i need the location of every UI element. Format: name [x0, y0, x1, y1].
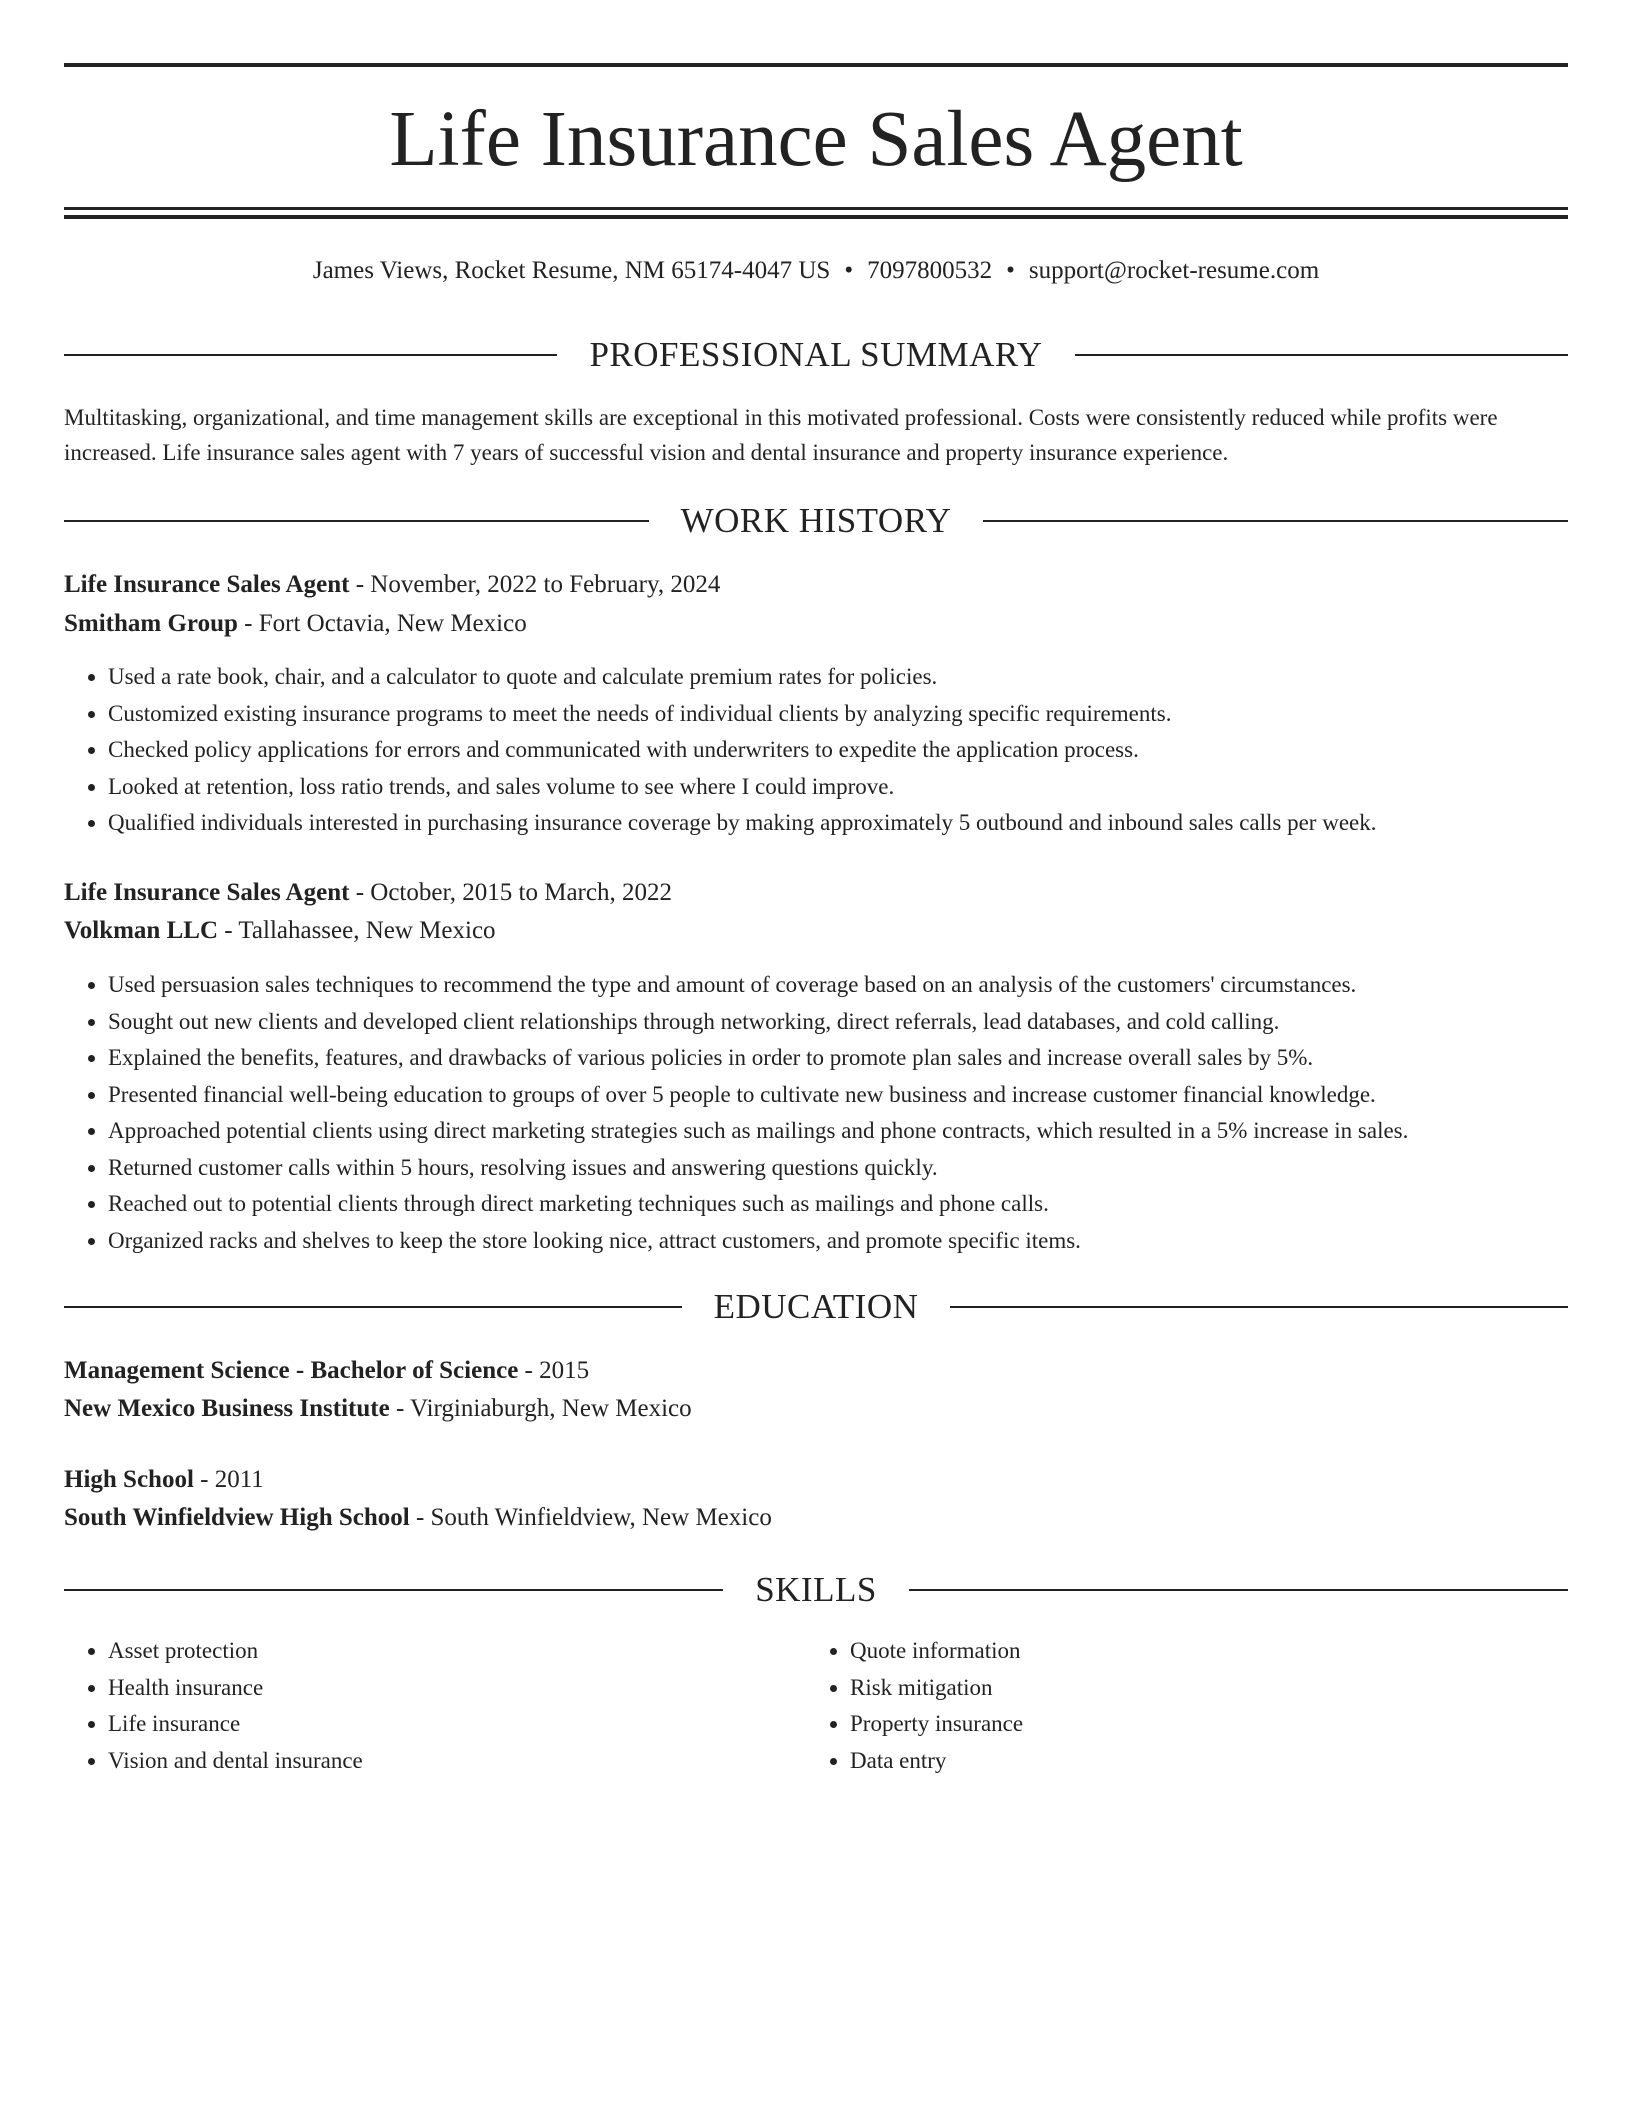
job-location: - Fort Octavia, New Mexico: [237, 610, 527, 637]
job-title-line: [64, 568, 1568, 602]
resume-title: Life Insurance Sales Agent: [389, 96, 1243, 183]
list-item: • Qualified individuals interested in purchasing insurance coverage by making approximately 5 outbound and inbound sales calls per week.: [108, 805, 1568, 842]
list-item: • Used persuasion sales techniques to recommend the type and amount of coverage based on an analysis of the customers' circumstances.: [108, 967, 1568, 1004]
education-location: - South Winfieldview, New Mexico: [409, 1504, 772, 1531]
education-section-heading: [64, 1287, 1568, 1327]
list-item: • Reached out to potential clients through direct marketing techniques such as mailings and phone calls.: [108, 1186, 1568, 1223]
divider: [909, 1589, 1568, 1591]
section-title: PROFESSIONAL SUMMARY: [589, 335, 1043, 374]
address: James Views, Rocket Resume, NM 65174-4047 US: [312, 257, 831, 284]
section-title: EDUCATION: [713, 1287, 919, 1326]
contact-separator: •: [1006, 257, 1015, 284]
contact-separator: •: [844, 257, 854, 284]
education-degree: Management Science - Bachelor of Science: [64, 1357, 519, 1384]
header-bottom-rule: [64, 207, 1568, 210]
education-degree-line: [64, 1354, 1568, 1388]
education-degree: High School: [64, 1466, 194, 1493]
skill-item: • Vision and dental insurance: [108, 1743, 808, 1780]
divider: [64, 520, 649, 522]
job-company: Volkman LLC: [64, 917, 218, 944]
job-company-line: [64, 607, 1568, 641]
divider: [64, 1589, 723, 1591]
phone: 7097800532: [867, 257, 993, 284]
summary-text: Multitasking, organizational, and time management skills are exceptional in this motivated professional. Costs were consistently reduced while profits were increased. Life insurance sales agent with 7 years of successful vision and dental insurance and property insurance experience.: [64, 405, 1498, 465]
skills-list-right: [806, 1633, 1550, 1779]
skill-item: • Property insurance: [850, 1706, 1550, 1743]
job-dates: - October, 2015 to March, 2022: [349, 879, 672, 906]
education-school-line: [64, 1392, 1568, 1426]
list-item: • Explained the benefits, features, and drawbacks of various policies in order to promote plan sales and increase overall sales by 5%.: [108, 1040, 1568, 1077]
list-item: • Customized existing insurance programs to meet the needs of individual clients by analyzing specific requirements.: [108, 696, 1568, 733]
education-location: - Virginiaburgh, New Mexico: [389, 1395, 692, 1422]
skill-item: • Data entry: [850, 1743, 1550, 1780]
list-item: • Returned customer calls within 5 hours, resolving issues and answering questions quickly.: [108, 1150, 1568, 1187]
list-item: • Looked at retention, loss ratio trends, and sales volume to see where I could improve.: [108, 769, 1568, 806]
divider: [64, 354, 557, 356]
divider: [1075, 354, 1568, 356]
list-item: • Organized racks and shelves to keep the store looking nice, attract customers, and promote specific items.: [108, 1223, 1568, 1260]
job-company-line: [64, 914, 1568, 948]
job-bullets: [64, 967, 1568, 1259]
list-item: • Sought out new clients and developed client relationships through networking, direct referrals, lead databases, and cold calling.: [108, 1004, 1568, 1041]
list-item: • Checked policy applications for errors and communicated with underwriters to expedite the application process.: [108, 732, 1568, 769]
list-item: • Presented financial well-being education to groups of over 5 people to cultivate new business and increase customer financial knowledge.: [108, 1077, 1568, 1114]
header-top-rule: [64, 63, 1568, 67]
divider: [950, 1306, 1568, 1308]
skills-list-left: [64, 1633, 808, 1779]
skill-item: • Health insurance: [108, 1670, 808, 1707]
skills-section-heading: [64, 1570, 1568, 1610]
list-item: • Approached potential clients using direct marketing strategies such as mailings and phone contracts, which resulted in a 5% increase in sales.: [108, 1113, 1568, 1150]
job-role: Life Insurance Sales Agent: [64, 879, 350, 906]
education-year: - 2011: [193, 1466, 264, 1493]
divider: [64, 1306, 682, 1308]
education-school-line: [64, 1501, 1568, 1535]
list-item: • Used a rate book, chair, and a calculator to quote and calculate premium rates for policies.: [108, 659, 1568, 696]
job-bullets: [64, 659, 1568, 842]
education-degree-line: [64, 1463, 1568, 1497]
email: support@rocket-resume.com: [1028, 257, 1320, 284]
header-bottom-rule-thick: [64, 215, 1568, 219]
job-dates: - November, 2022 to February, 2024: [349, 571, 721, 598]
skill-item: • Quote information: [850, 1633, 1550, 1670]
contact-line: [64, 254, 1568, 288]
education-school: New Mexico Business Institute: [64, 1395, 390, 1422]
skill-item: • Risk mitigation: [850, 1670, 1550, 1707]
job-title-line: [64, 876, 1568, 910]
job-role: Life Insurance Sales Agent: [64, 571, 350, 598]
skill-item: • Asset protection: [108, 1633, 808, 1670]
summary-section-heading: [64, 335, 1568, 375]
education-school: South Winfieldview High School: [64, 1504, 410, 1531]
work-section-heading: [64, 501, 1568, 541]
job-location: - Tallahassee, New Mexico: [218, 917, 496, 944]
section-title: SKILLS: [755, 1570, 877, 1609]
skill-item: • Life insurance: [108, 1706, 808, 1743]
divider: [983, 520, 1568, 522]
section-title: WORK HISTORY: [680, 501, 952, 540]
job-company: Smitham Group: [64, 610, 238, 637]
education-year: - 2015: [518, 1357, 590, 1384]
